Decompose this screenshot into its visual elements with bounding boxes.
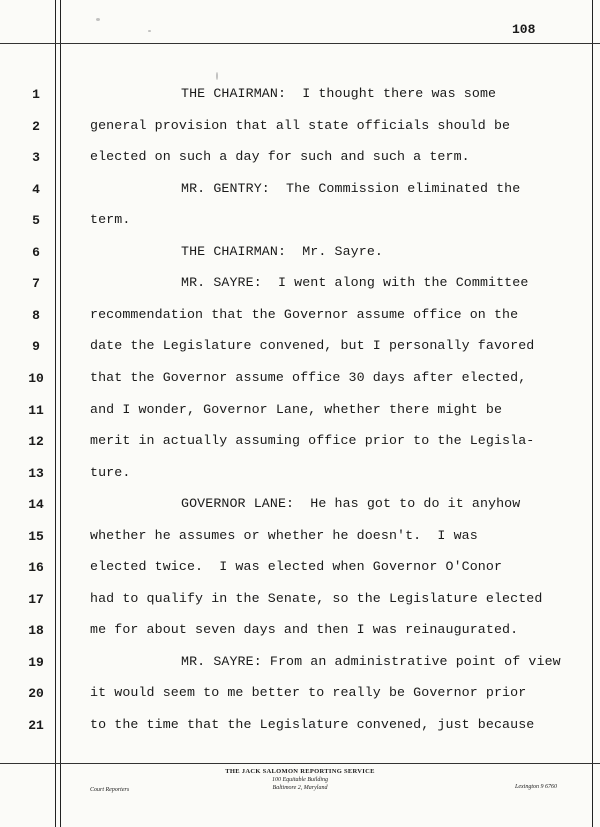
line-number: 19 <box>28 655 44 670</box>
scan-speck <box>148 30 151 32</box>
transcript-line: GOVERNOR LANE: He has got to do it anyhow <box>181 496 521 511</box>
transcript-line: MR. SAYRE: From an administrative point of view <box>181 654 561 669</box>
line-number: 21 <box>28 718 44 733</box>
transcript-line: term. <box>90 212 131 227</box>
line-number: 4 <box>32 182 40 197</box>
transcript-line: it would seem to me better to really be Governor prior <box>90 685 527 700</box>
transcript-line: ture. <box>90 465 131 480</box>
footer-phone: Lexington 9 6760 <box>515 784 557 790</box>
line-number: 18 <box>28 623 44 638</box>
footer-rule <box>0 763 600 764</box>
transcript-line: THE CHAIRMAN: I thought there was some <box>181 86 497 101</box>
line-number: 5 <box>32 213 40 228</box>
line-number: 6 <box>32 245 40 260</box>
header-rule <box>0 43 600 44</box>
line-number: 12 <box>28 434 44 449</box>
line-number: 8 <box>32 308 40 323</box>
transcript-line: elected twice. I was elected when Governor O'Conor <box>90 559 503 574</box>
transcript-line: to the time that the Legislature convened, just because <box>90 717 535 732</box>
transcript-line: elected on such a day for such and such a term. <box>90 149 470 164</box>
line-number: 1 <box>32 87 40 102</box>
line-number: 17 <box>28 592 44 607</box>
margin-rule-left-outer <box>55 0 56 827</box>
transcript-line: whether he assumes or whether he doesn't. I was <box>90 528 478 543</box>
transcript-line: had to qualify in the Senate, so the Legislature elected <box>90 591 543 606</box>
line-number: 20 <box>28 686 44 701</box>
scan-speck <box>216 72 218 80</box>
transcript-line: and I wonder, Governor Lane, whether there might be <box>90 402 503 417</box>
transcript-line: recommendation that the Governor assume office on the <box>90 307 519 322</box>
line-number: 7 <box>32 276 40 291</box>
line-number: 10 <box>28 371 44 386</box>
transcript-line: that the Governor assume office 30 days after elected, <box>90 370 527 385</box>
transcript-line: THE CHAIRMAN: Mr. Sayre. <box>181 244 383 259</box>
line-number: 15 <box>28 529 44 544</box>
line-number: 11 <box>28 403 44 418</box>
line-number: 9 <box>32 339 40 354</box>
footer-address-line1: 100 Equitable Building <box>272 777 328 783</box>
transcript-line: MR. SAYRE: I went along with the Committee <box>181 275 529 290</box>
footer-reporting-service: THE JACK SALOMON REPORTING SERVICE <box>225 768 375 775</box>
footer-address-line2: Baltimore 2, Maryland <box>272 785 328 791</box>
transcript-line: date the Legislature convened, but I personally favored <box>90 338 535 353</box>
footer-court-reporters: Court Reporters <box>90 787 130 793</box>
transcript-line: general provision that all state officials should be <box>90 118 511 133</box>
margin-rule-right <box>592 0 593 827</box>
scan-speck <box>96 18 100 21</box>
margin-rule-left-inner <box>60 0 61 827</box>
line-number: 16 <box>28 560 44 575</box>
line-number: 13 <box>28 466 44 481</box>
line-number: 3 <box>32 150 40 165</box>
line-number: 2 <box>32 119 40 134</box>
page-number: 108 <box>512 22 536 37</box>
transcript-line: MR. GENTRY: The Commission eliminated the <box>181 181 521 196</box>
line-number: 14 <box>28 497 44 512</box>
transcript-line: me for about seven days and then I was reinaugurated. <box>90 622 519 637</box>
transcript-line: merit in actually assuming office prior to the Legisla- <box>90 433 535 448</box>
